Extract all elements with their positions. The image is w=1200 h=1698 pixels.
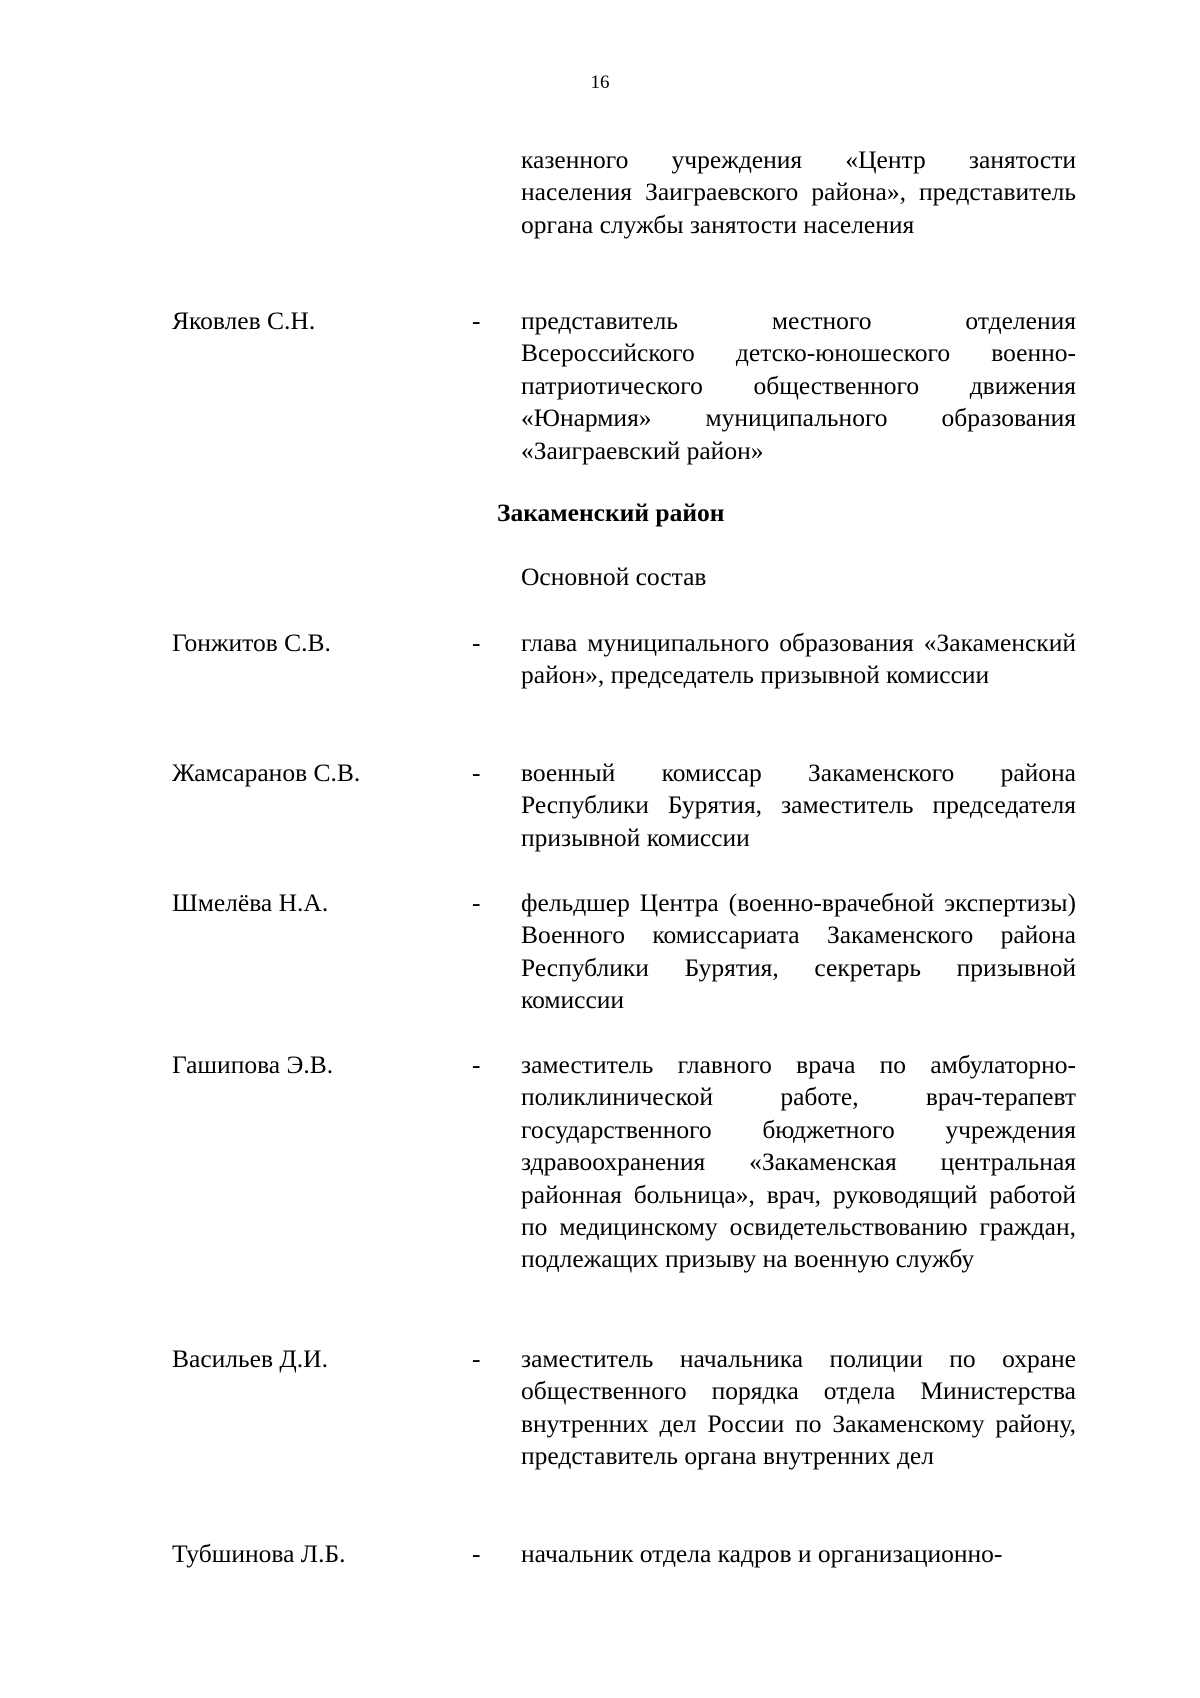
member-role: заместитель главного врача по амбулаторно-поликлинической работе, врач-терапевт государственного бюджетного учреждения здравоохранения «Закаменская центральная районная больница», врач, руководящий работой по медицинскому освидетельствованию граждан, подлежащих призыву на военную службу	[521, 1050, 1076, 1274]
subsection-title: Основной состав	[521, 562, 707, 591]
member-role: фельдшер Центра (военно-врачебной экспертизы) Военного комиссариата Закаменского района Республики Бурятия, секретарь призывной комиссии	[521, 888, 1076, 1015]
dash-separator: -	[472, 1344, 481, 1373]
member-role: военный комиссар Закаменского района Республики Бурятия, заместитель председателя призывной комиссии	[521, 758, 1076, 852]
page-number: 16	[590, 72, 610, 93]
member-name: Шмелёва Н.А.	[172, 888, 329, 917]
continuation-text: казенного учреждения «Центр занятости населения Заиграевского района», представитель органа службы занятости населения	[521, 145, 1076, 239]
dash-separator: -	[472, 306, 481, 335]
dash-separator: -	[472, 1050, 481, 1079]
section-title: Закаменский район	[497, 498, 725, 527]
member-role: представитель местного отделения Всероссийского детско-юношеского военно-патриотического общественного движения «Юнармия» муниципального образования «Заиграевский район»	[521, 306, 1076, 465]
member-name: Яковлев С.Н.	[172, 306, 316, 335]
dash-separator: -	[472, 888, 481, 917]
member-name: Тубшинова Л.Б.	[172, 1539, 346, 1568]
member-role: глава муниципального образования «Закаменский район», председатель призывной комиссии	[521, 628, 1076, 690]
dash-separator: -	[472, 758, 481, 787]
dash-separator: -	[472, 628, 481, 657]
dash-separator: -	[472, 1539, 481, 1568]
member-name: Гонжитов С.В.	[172, 628, 331, 657]
member-name: Васильев Д.И.	[172, 1344, 328, 1373]
member-role: начальник отдела кадров и организационно-	[521, 1539, 1003, 1568]
member-name: Гашипова Э.В.	[172, 1050, 334, 1079]
member-role: заместитель начальника полиции по охране общественного порядка отдела Министерства внутренних дел России по Закаменскому району, представитель органа внутренних дел	[521, 1344, 1076, 1471]
member-name: Жамсаранов С.В.	[172, 758, 361, 787]
